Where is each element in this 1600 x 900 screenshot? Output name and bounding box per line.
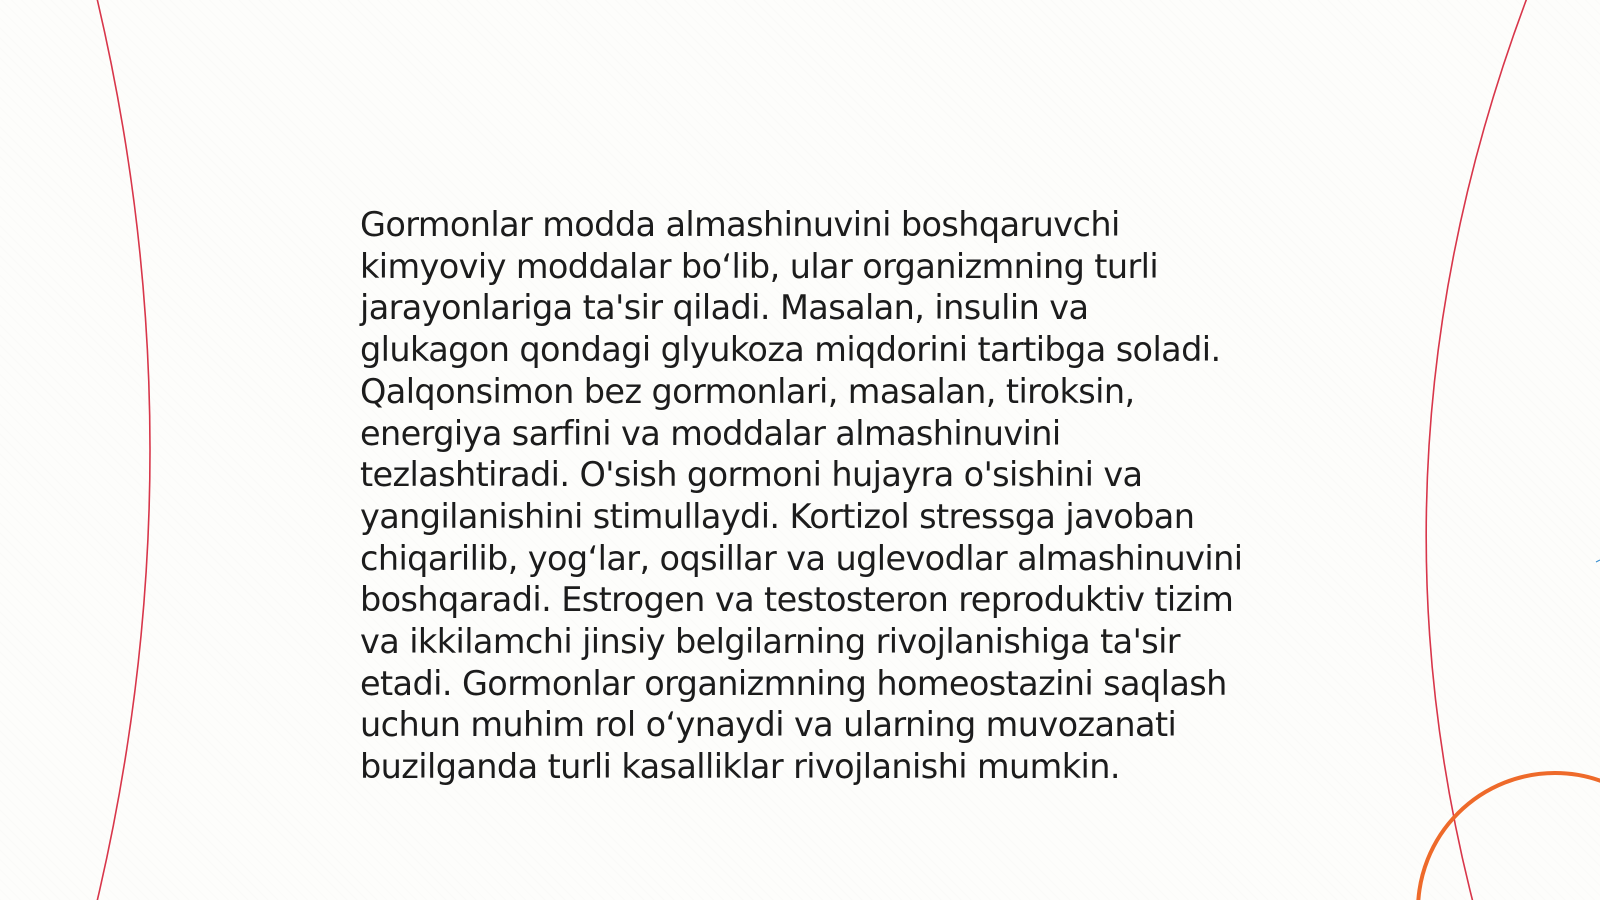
paragraph-line: kimyoviy moddalar bo‘lib, ular organizmning turli: [360, 246, 1159, 286]
paragraph-line: buzilganda turli kasalliklar rivojlanishi mumkin.: [360, 747, 1120, 787]
paragraph-line: glukagon qondagi glyukoza miqdorini tartibga soladi.: [360, 330, 1221, 370]
paragraph-line: jarayonlariga ta'sir qiladi. Masalan, insulin va: [360, 288, 1089, 328]
right-arc-line: [1426, 0, 1530, 900]
paragraph-line: yangilanishini stimullaydi. Kortizol stressga javoban: [360, 496, 1195, 536]
orange-circle-outline: [1418, 773, 1600, 900]
paragraph-line: tezlashtiradi. O'sish gormoni hujayra o'sishini va: [360, 455, 1143, 495]
left-arc-line: [95, 0, 150, 900]
right-edge-mark: [1596, 560, 1600, 562]
paragraph-line: chiqarilib, yog‘lar, oqsillar va uglevodlar almashinuvini: [360, 538, 1243, 578]
paragraph-line: energiya sarfini va moddalar almashinuvini: [360, 413, 1061, 453]
paragraph-line: uchun muhim rol o‘ynaydi va ularning muvozanati: [360, 705, 1177, 745]
body-paragraph: [360, 204, 1260, 788]
paragraph-line: boshqaradi. Estrogen va testosteron reproduktiv tizim: [360, 580, 1234, 620]
paragraph-line: va ikkilamchi jinsiy belgilarning rivojlanishiga ta'sir: [360, 622, 1180, 662]
paragraph-line: Gormonlar modda almashinuvini boshqaruvchi: [360, 205, 1120, 244]
paragraph-line: etadi. Gormonlar organizmning homeostazini saqlash: [360, 663, 1227, 703]
paragraph-line: Qalqonsimon bez gormonlari, masalan, tiroksin,: [360, 371, 1135, 411]
